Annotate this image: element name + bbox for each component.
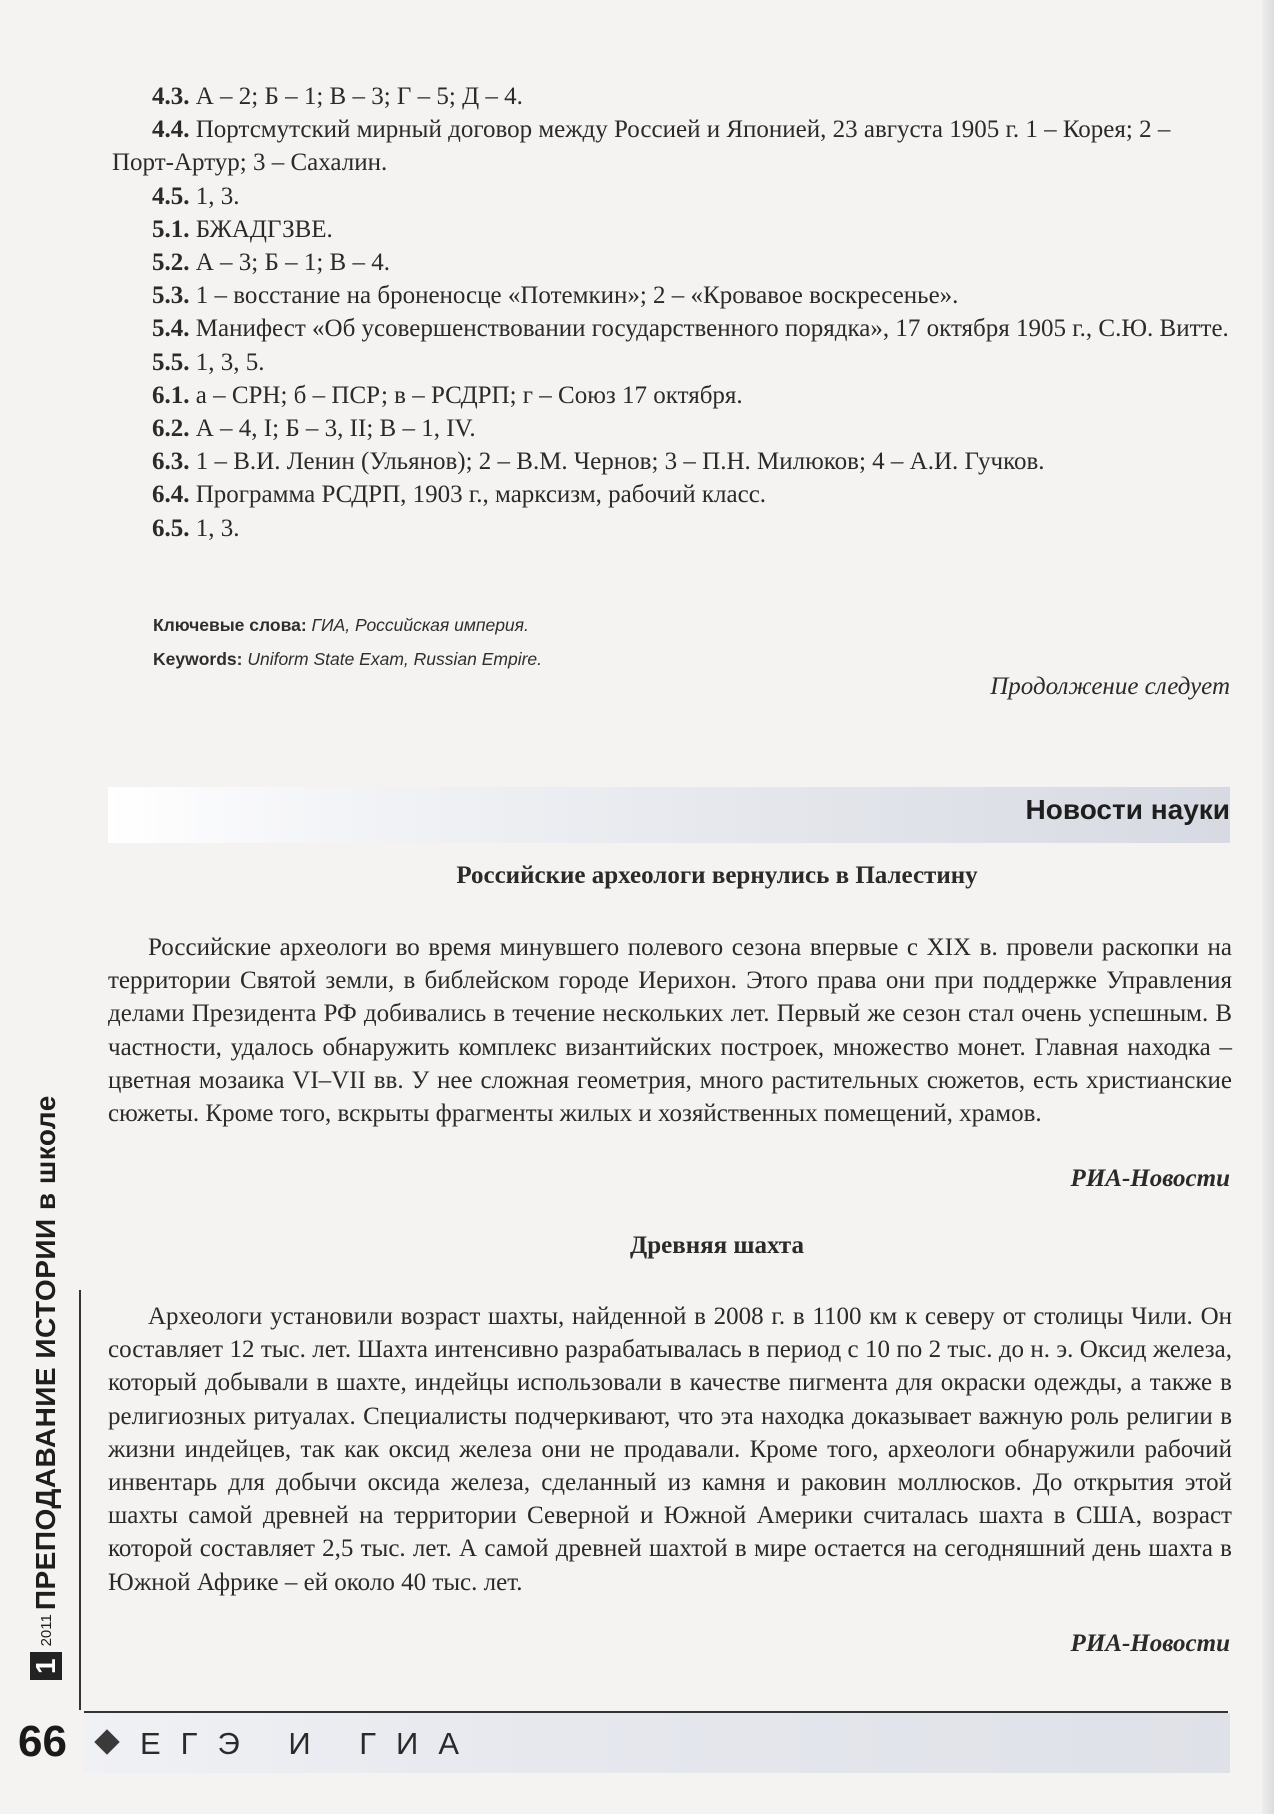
answer-number: 5.4.: [152, 315, 190, 343]
answer-text: БЖАДГЗВЕ.: [189, 215, 333, 243]
answer-number: 5.1.: [152, 215, 190, 243]
news-section-title: Новости науки: [1025, 794, 1230, 825]
journal-sidebar: [30, 1095, 62, 1680]
issue-year: 2011: [37, 1614, 55, 1647]
answer-text: 1, 3.: [189, 182, 240, 210]
article-title: Древняя шахта: [630, 1232, 804, 1259]
article-paragraph: Российские археологи во время минувшего полевого сезона впервые с XIX в. провели раскопки на территории Святой земли, в библейском городе Иерихон. Этого права они при поддержке Управления делами Президента РФ добивались в течение нескольких лет. Первый же сезон стал очень успешным. В частности, удалось обнаружить комплекс византийских построек, множество монет. Главная находка – цветная мозаика VI–VII вв. У нее сложная геометрия, много растительных сюжетов, есть христианские сюжеты. Кроме того, вскрыты фрагменты жилых и хозяйственных помещений, храмов.: [108, 934, 1232, 1128]
page-edge-shadow: [1262, 0, 1274, 1814]
answer-text: Манифест «Об усовершенствовании государственного порядка», 17 октября 1905 г., С.Ю. Витте.: [189, 315, 1229, 343]
answer-number: 5.3.: [152, 282, 190, 310]
keywords-ru: [153, 608, 542, 642]
answer-text: 1 – восстание на броненосце «Потемкин»; 2 – «Кровавое воскресенье».: [189, 282, 959, 310]
answer-item: [112, 478, 1232, 511]
answer-item: [112, 346, 1232, 379]
answer-item: [112, 213, 1232, 246]
keywords-ru-label: Ключевые слова:: [153, 615, 307, 635]
keywords-en-value: Uniform State Exam, Russian Empire.: [242, 649, 543, 669]
answer-text: А – 4, I; Б – 3, II; В – 1, IV.: [189, 415, 476, 443]
answer-text: 1, 3, 5.: [189, 348, 265, 376]
answer-text: Портсмутский мирный договор между Россией и Японией, 23 августа 1905 г. 1 – Корея; 2 – Порт-Артур; 3 – Сахалин.: [112, 116, 1171, 177]
answer-text: А – 3; Б – 1; В – 4.: [189, 249, 390, 277]
answer-text: Программа РСДРП, 1903 г., марксизм, рабочий класс.: [189, 481, 767, 509]
answer-item: [112, 445, 1232, 478]
continued-note: Продолжение следует: [990, 673, 1230, 700]
answer-number: 5.2.: [152, 249, 190, 277]
section-name: ЕГЭ И ГИА: [140, 1726, 479, 1761]
answer-key: [112, 80, 1232, 545]
answer-number: 6.3.: [152, 448, 190, 476]
page-number: 66: [18, 1717, 67, 1766]
answer-number: 6.4.: [152, 481, 190, 509]
article-paragraph: Археологи установили возраст шахты, найденной в 2008 г. в 1100 км к северу от столицы Чили. Он составляет 12 тыс. лет. Шахта интенсивно разрабатывалась в период с 10 по 2 тыс. до н. э. Оксид железа, который добывали в шахте, индейцы использовали в качестве пигмента для окраски одежды, а также в религиозных ритуалах. Специалисты подчеркивают, что эта находка доказывает важную роль религии в жизни индейцев, так как оксид железа они не продавали. Кроме того, археологи обнаружили рабочий инвентарь для добычи оксида железа, сделанный из камня и раковин моллюсков. До открытия этой шахты самой древней на территории Северной и Южной Америки считалась шахта в США, возраст которой составляет 2,5 тыс. лет. А самой древней шахтой в мире остается на сегодняшний день шахта в Южной Африке – ей около 40 тыс. лет.: [108, 1303, 1232, 1596]
keywords-ru-value: ГИА, Российская империя.: [306, 615, 529, 635]
answer-item: [112, 279, 1232, 312]
answer-text: 1 – В.И. Ленин (Ульянов); 2 – В.М. Чернов; 3 – П.Н. Милюков; 4 – А.И. Гучков.: [189, 448, 1045, 476]
answer-number: 4.4.: [152, 116, 190, 144]
answer-text: а – СРН; б – ПСР; в – РСДРП; г – Союз 17 октября.: [189, 381, 743, 409]
answer-item: [112, 412, 1232, 445]
answer-number: 6.5.: [152, 514, 190, 542]
article-body: [108, 931, 1232, 1130]
answer-number: 6.1.: [152, 381, 190, 409]
answer-text: 1, 3.: [189, 514, 240, 542]
answer-number: 4.5.: [152, 182, 190, 210]
answer-item: [112, 379, 1232, 412]
answer-item: [112, 180, 1232, 213]
answer-number: 4.3.: [152, 83, 190, 110]
answer-number: 6.2.: [152, 415, 190, 443]
answer-item: [112, 246, 1232, 279]
journal-title: ПРЕПОДАВАНИЕ ИСТОРИИ в школе: [30, 1095, 61, 1611]
sidebar-rule: [79, 1290, 81, 1710]
issue-number: 1: [30, 1652, 62, 1680]
article-source: РИА-Новости: [1070, 1630, 1230, 1657]
keywords-en-label: Keywords:: [153, 649, 243, 669]
keywords-block: [153, 608, 542, 676]
article-title: Российские археологи вернулись в Палестину: [456, 862, 978, 889]
article-source: РИА-Новости: [1070, 1165, 1230, 1192]
article-body: [108, 1300, 1232, 1599]
answer-text: А – 2; Б – 1; В – 3; Г – 5; Д – 4.: [189, 83, 523, 110]
answer-item: [112, 80, 1232, 113]
answer-item: [112, 312, 1232, 345]
keywords-en: [153, 642, 542, 676]
answer-item: [112, 113, 1232, 179]
answer-number: 5.5.: [152, 348, 190, 376]
answer-item: [112, 512, 1232, 545]
